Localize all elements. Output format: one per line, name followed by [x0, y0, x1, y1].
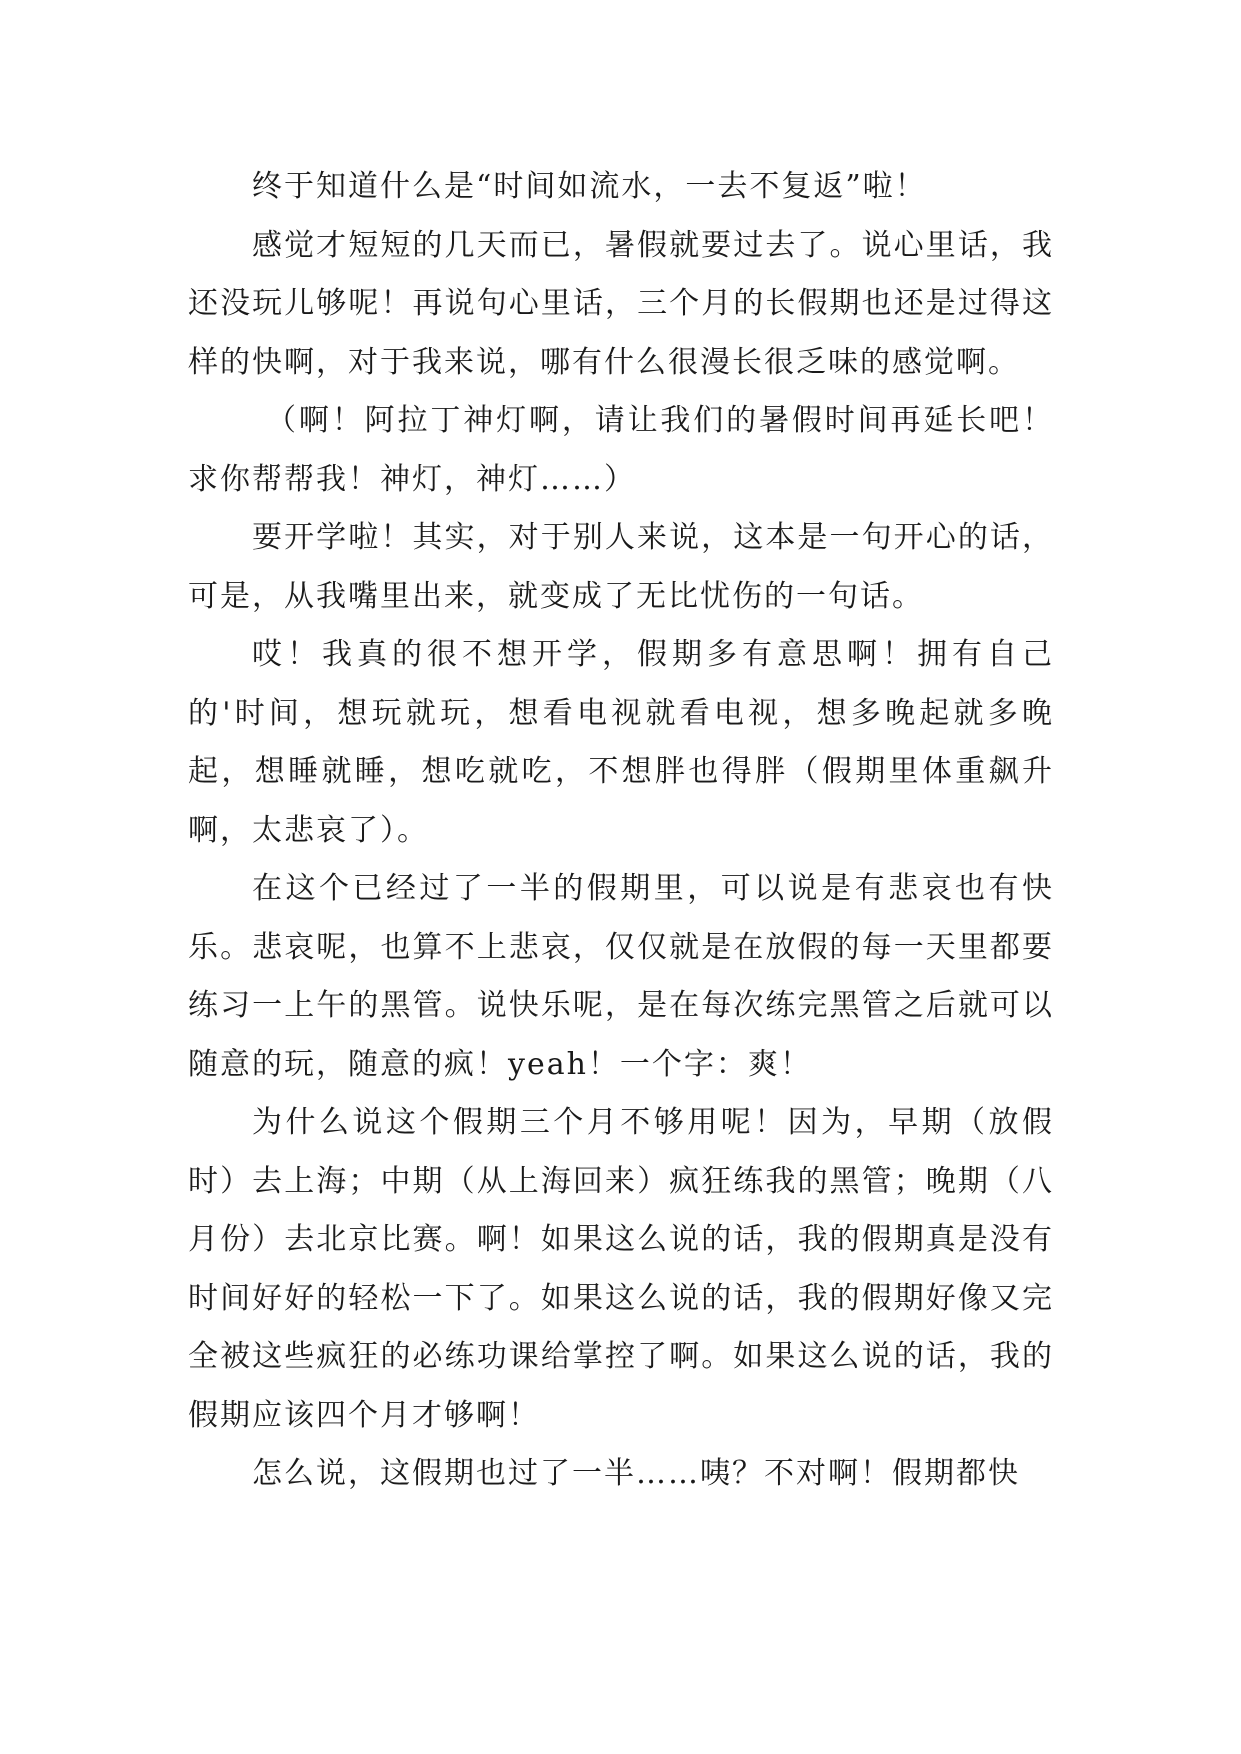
essay-body [188, 158, 1054, 1504]
paragraph-1: 终于知道什么是“时间如流水，一去不复返”啦！ [252, 169, 927, 204]
paragraph-2: 感觉才短短的几天而已，暑假就要过去了。说心里话，我还没玩儿够呢！再说句心里话，三个月的长假期也还是过得这样的快啊，对于我来说，哪有什么很漫长很乏味的感觉啊。 [188, 227, 1054, 380]
paragraph-7: 为什么说这个假期三个月不够用呢！因为，早期（放假时）去上海；中期（从上海回来）疯狂练我的黑管；晚期（八月份）去北京比赛。啊！如果这么说的话，我的假期真是没有时间好好的轻松一下了。如果这么说的话，我的假期好像又完全被这些疯狂的必练功课给掌控了啊。如果这么说的话，我的假期应该四个月才够啊！ [188, 1105, 1054, 1433]
paragraph-4: 要开学啦！其实，对于别人来说，这本是一句开心的话，可是，从我嘴里出来，就变成了无比忧伤的一句话。 [188, 520, 1054, 614]
paragraph-5: 哎！我真的很不想开学，假期多有意思啊！拥有自己的'时间，想玩就玩，想看电视就看电视，想多晚起就多晚起，想睡就睡，想吃就吃，不想胖也得胖（假期里体重飙升啊，太悲哀了）。 [188, 637, 1054, 848]
paragraph-6: 在这个已经过了一半的假期里，可以说是有悲哀也有快乐。悲哀呢，也算不上悲哀，仅仅就是在放假的每一天里都要练习一上午的黑管。说快乐呢，是在每次练完黑管之后就可以随意的玩，随意的疯！yeah！一个字：爽！ [188, 871, 1054, 1082]
paragraph-8: 怎么说，这假期也过了一半……咦？不对啊！假期都快 [252, 1456, 1020, 1491]
paragraph-3: （啊！阿拉丁神灯啊，请让我们的暑假时间再延长吧！求你帮帮我！神灯，神灯……） [188, 403, 1054, 497]
